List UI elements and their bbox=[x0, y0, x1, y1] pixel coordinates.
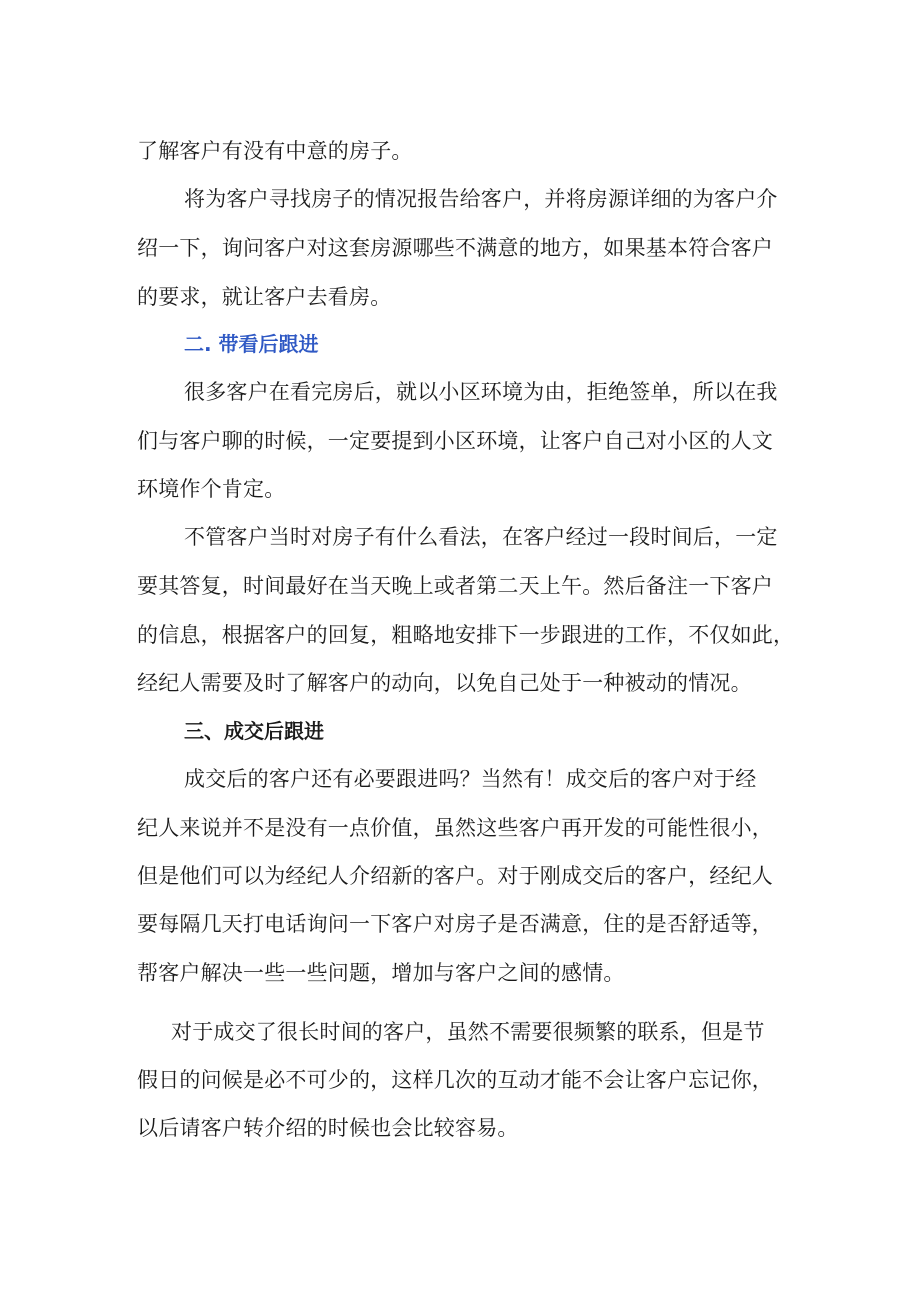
paragraph-4-line-4: 要每隔几天打电话询问一下客户对房子是否满意，住的是否舒适等， bbox=[137, 912, 773, 936]
paragraph-5-line-1: 对于成交了很长时间的客户，虽然不需要很频繁的联系，但是节 bbox=[171, 1020, 765, 1044]
paragraph-3-line-4: 经纪人需要及时了解客户的动向，以免自己处于一种被动的情况。 bbox=[137, 671, 752, 695]
paragraph-1-line-3: 的要求，就让客户去看房。 bbox=[137, 285, 392, 309]
paragraph-2-line-3: 环境作个肯定。 bbox=[137, 477, 286, 501]
paragraph-3-line-1: 不管客户当时对房子有什么看法，在客户经过一段时间后，一定 bbox=[184, 525, 778, 549]
paragraph-4-line-5: 帮客户解决一些一些问题，增加与客户之间的感情。 bbox=[137, 961, 625, 985]
paragraph-1-line-2: 绍一下，询问客户对这套房源哪些不满意的地方，如果基本符合客户 bbox=[137, 236, 773, 260]
paragraph-2-line-2: 们与客户聊的时候，一定要提到小区环境，让客户自己对小区的人文 bbox=[137, 429, 773, 453]
paragraph-5-line-3: 以后请客户转介绍的时候也会比较容易。 bbox=[137, 1116, 519, 1140]
section-heading-after-deal: 三、成交后跟进 bbox=[184, 719, 324, 743]
paragraph-4-line-2: 纪人来说并不是没有一点价值，虽然这些客户再开发的可能性很小， bbox=[137, 816, 773, 840]
paragraph-5-line-2: 假日的问候是必不可少的，这样几次的互动才能不会让客户忘记你， bbox=[137, 1068, 773, 1092]
paragraph-1-line-1: 将为客户寻找房子的情况报告给客户，并将房源详细的为客户介 bbox=[184, 187, 778, 211]
paragraph-3-line-3: 的信息，根据客户的回复，粗略地安排下一步跟进的工作，不仅如此， bbox=[137, 623, 795, 647]
intro-line: 了解客户有没有中意的房子。 bbox=[137, 139, 413, 163]
paragraph-3-line-2: 要其答复，时间最好在当天晚上或者第二天上午。然后备注一下客户 bbox=[137, 574, 773, 598]
section-heading-after-viewing: 二. 带看后跟进 bbox=[184, 332, 319, 356]
paragraph-2-line-1: 很多客户在看完房后，就以小区环境为由，拒绝签单，所以在我 bbox=[184, 380, 778, 404]
paragraph-4-line-1: 成交后的客户还有必要跟进吗？当然有！成交后的客户对于经 bbox=[184, 767, 757, 791]
paragraph-4-line-3: 但是他们可以为经纪人介绍新的客户。对于刚成交后的客户，经纪人 bbox=[137, 864, 773, 888]
